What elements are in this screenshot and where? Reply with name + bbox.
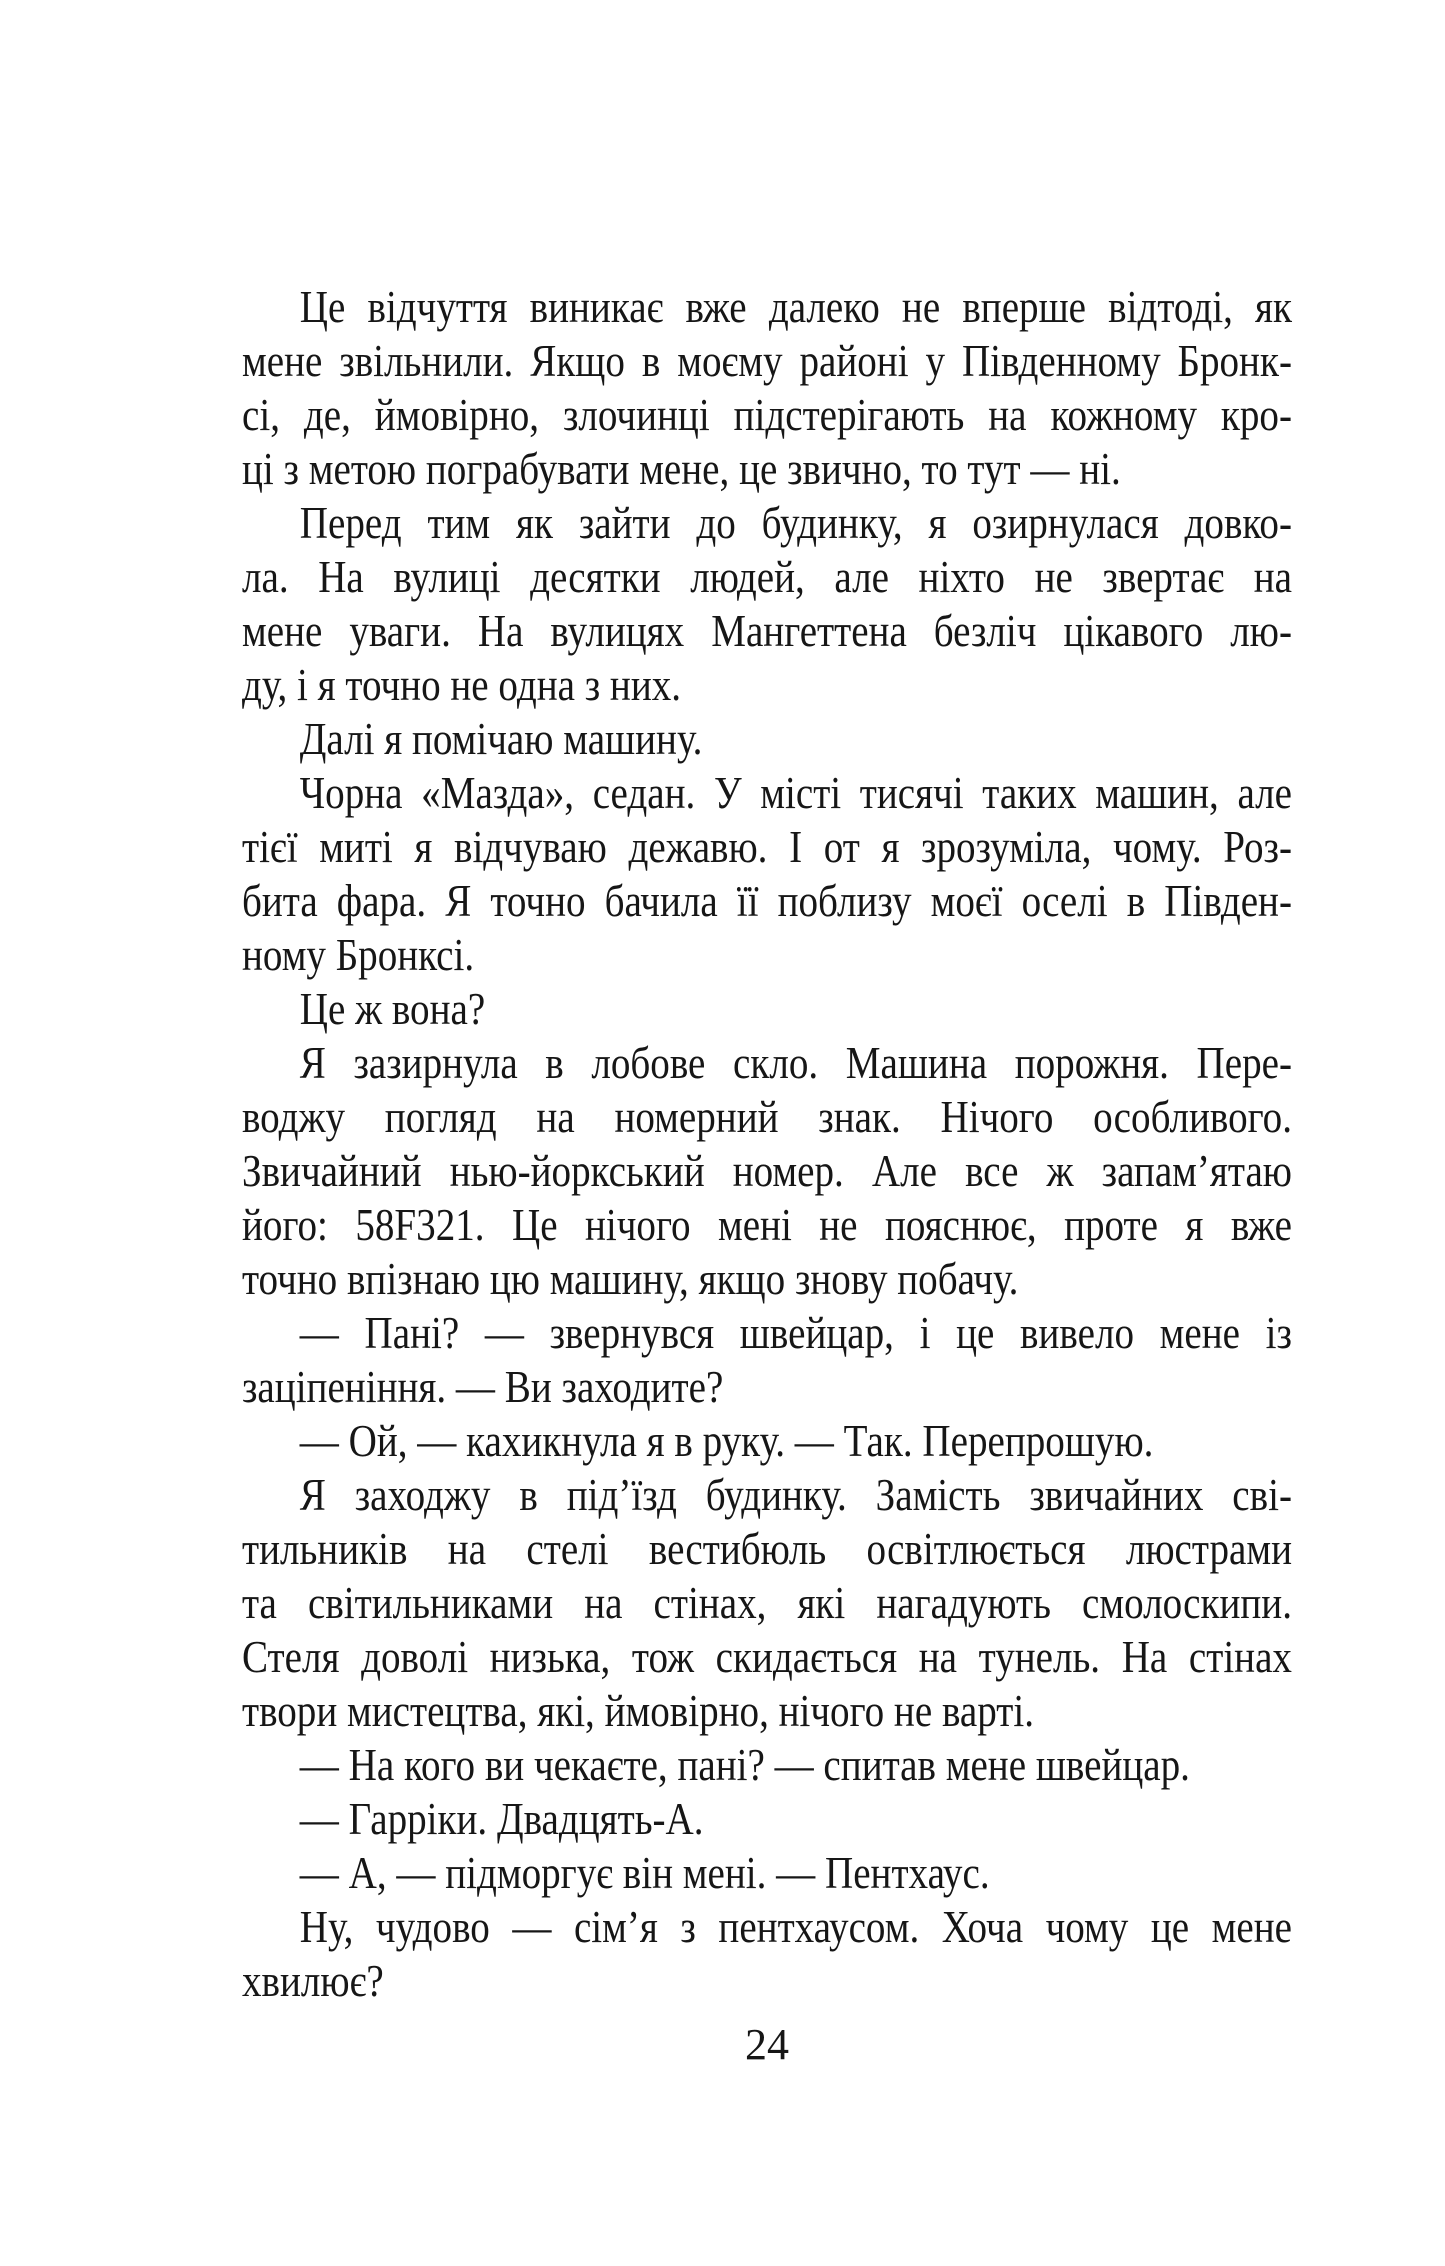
text-line: Я зазирнула в лобове скло. Машина порожня. Пере- [299, 1037, 1292, 1088]
text-line: твори мистецтва, які, ймовірно, нічого не варті. [242, 1685, 1034, 1736]
text-line: мене звільнили. Якщо в моєму районі у Південному Бронк- [242, 335, 1292, 386]
text-line: — Ой, — кахикнула я в руку. — Так. Перепрошую. [299, 1415, 1154, 1466]
text-line: ду, і я точно не одна з них. [242, 659, 682, 710]
text-line: тильників на стелі вестибюль освітлюється люстрами [242, 1523, 1292, 1574]
text-block [242, 280, 1292, 2008]
text-line: мене уваги. На вулицях Мангеттена безліч цікавого лю- [242, 605, 1292, 656]
text-line: Перед тим як зайти до будинку, я озирнулася довко- [299, 497, 1292, 548]
text-line: ці з метою пограбувати мене, це звично, то тут — ні. [242, 443, 1121, 494]
text-line: — А, — підморгує він мені. — Пентхаус. [299, 1847, 990, 1898]
text-line: — Гарріки. Двадцять-А. [299, 1793, 704, 1844]
text-line: його: 58F321. Це нічого мені не пояснює, проте я вже [242, 1199, 1292, 1250]
paragraph [242, 1738, 1292, 1792]
paragraph [242, 280, 1292, 496]
text-line: воджу погляд на номерний знак. Нічого особливого. [242, 1091, 1292, 1142]
paragraph [242, 766, 1292, 982]
text-line: Стеля доволі низька, тож скидається на тунель. На стінах [242, 1631, 1292, 1682]
text-line: Звичайний нью-йоркський номер. Але все ж запам’ятаю [242, 1145, 1292, 1196]
paragraph [242, 982, 1292, 1036]
page-number: 24 [745, 2020, 789, 2069]
text-line: Це ж вона? [299, 983, 486, 1034]
paragraph [242, 1468, 1292, 1738]
text-line: хвилює? [242, 1955, 384, 2006]
text-line: Далі я помічаю машину. [299, 713, 703, 764]
paragraph [242, 712, 1292, 766]
text-line: тієї миті я відчуваю дежавю. І от я зрозуміла, чому. Роз- [242, 821, 1292, 872]
paragraph [242, 1306, 1292, 1414]
text-line: Я заходжу в під’їзд будинку. Замість звичайних сві- [299, 1469, 1292, 1520]
text-line: сі, де, ймовірно, злочинці підстерігають на кожному кро- [242, 389, 1292, 440]
text-line: Це відчуття виникає вже далеко не вперше відтоді, як [299, 281, 1292, 332]
paragraph [242, 1036, 1292, 1306]
text-line: точно впізнаю цю машину, якщо знову побачу. [242, 1253, 1019, 1304]
text-line: — На кого ви чекаєте, пані? — спитав мене швейцар. [299, 1739, 1190, 1790]
text-line: ла. На вулиці десятки людей, але ніхто не звертає на [242, 551, 1292, 602]
paragraph [242, 1414, 1292, 1468]
text-line: ному Бронксі. [242, 929, 475, 980]
paragraph [242, 1846, 1292, 1900]
text-line: Ну, чудово — сім’я з пентхаусом. Хоча чому це мене [299, 1901, 1292, 1952]
text-line: та світильниками на стінах, які нагадують смолоскипи. [242, 1577, 1292, 1628]
paragraph [242, 1792, 1292, 1846]
text-line: заціпеніння. — Ви заходите? [242, 1361, 724, 1412]
text-line: Чорна «Мазда», седан. У місті тисячі таких машин, але [299, 767, 1292, 818]
text-line: бита фара. Я точно бачила її поблизу моєї оселі в Півден- [242, 875, 1292, 926]
paragraph [242, 496, 1292, 712]
paragraph [242, 1900, 1292, 2008]
text-line: — Пані? — звернувся швейцар, і це вивело мене із [299, 1307, 1292, 1358]
